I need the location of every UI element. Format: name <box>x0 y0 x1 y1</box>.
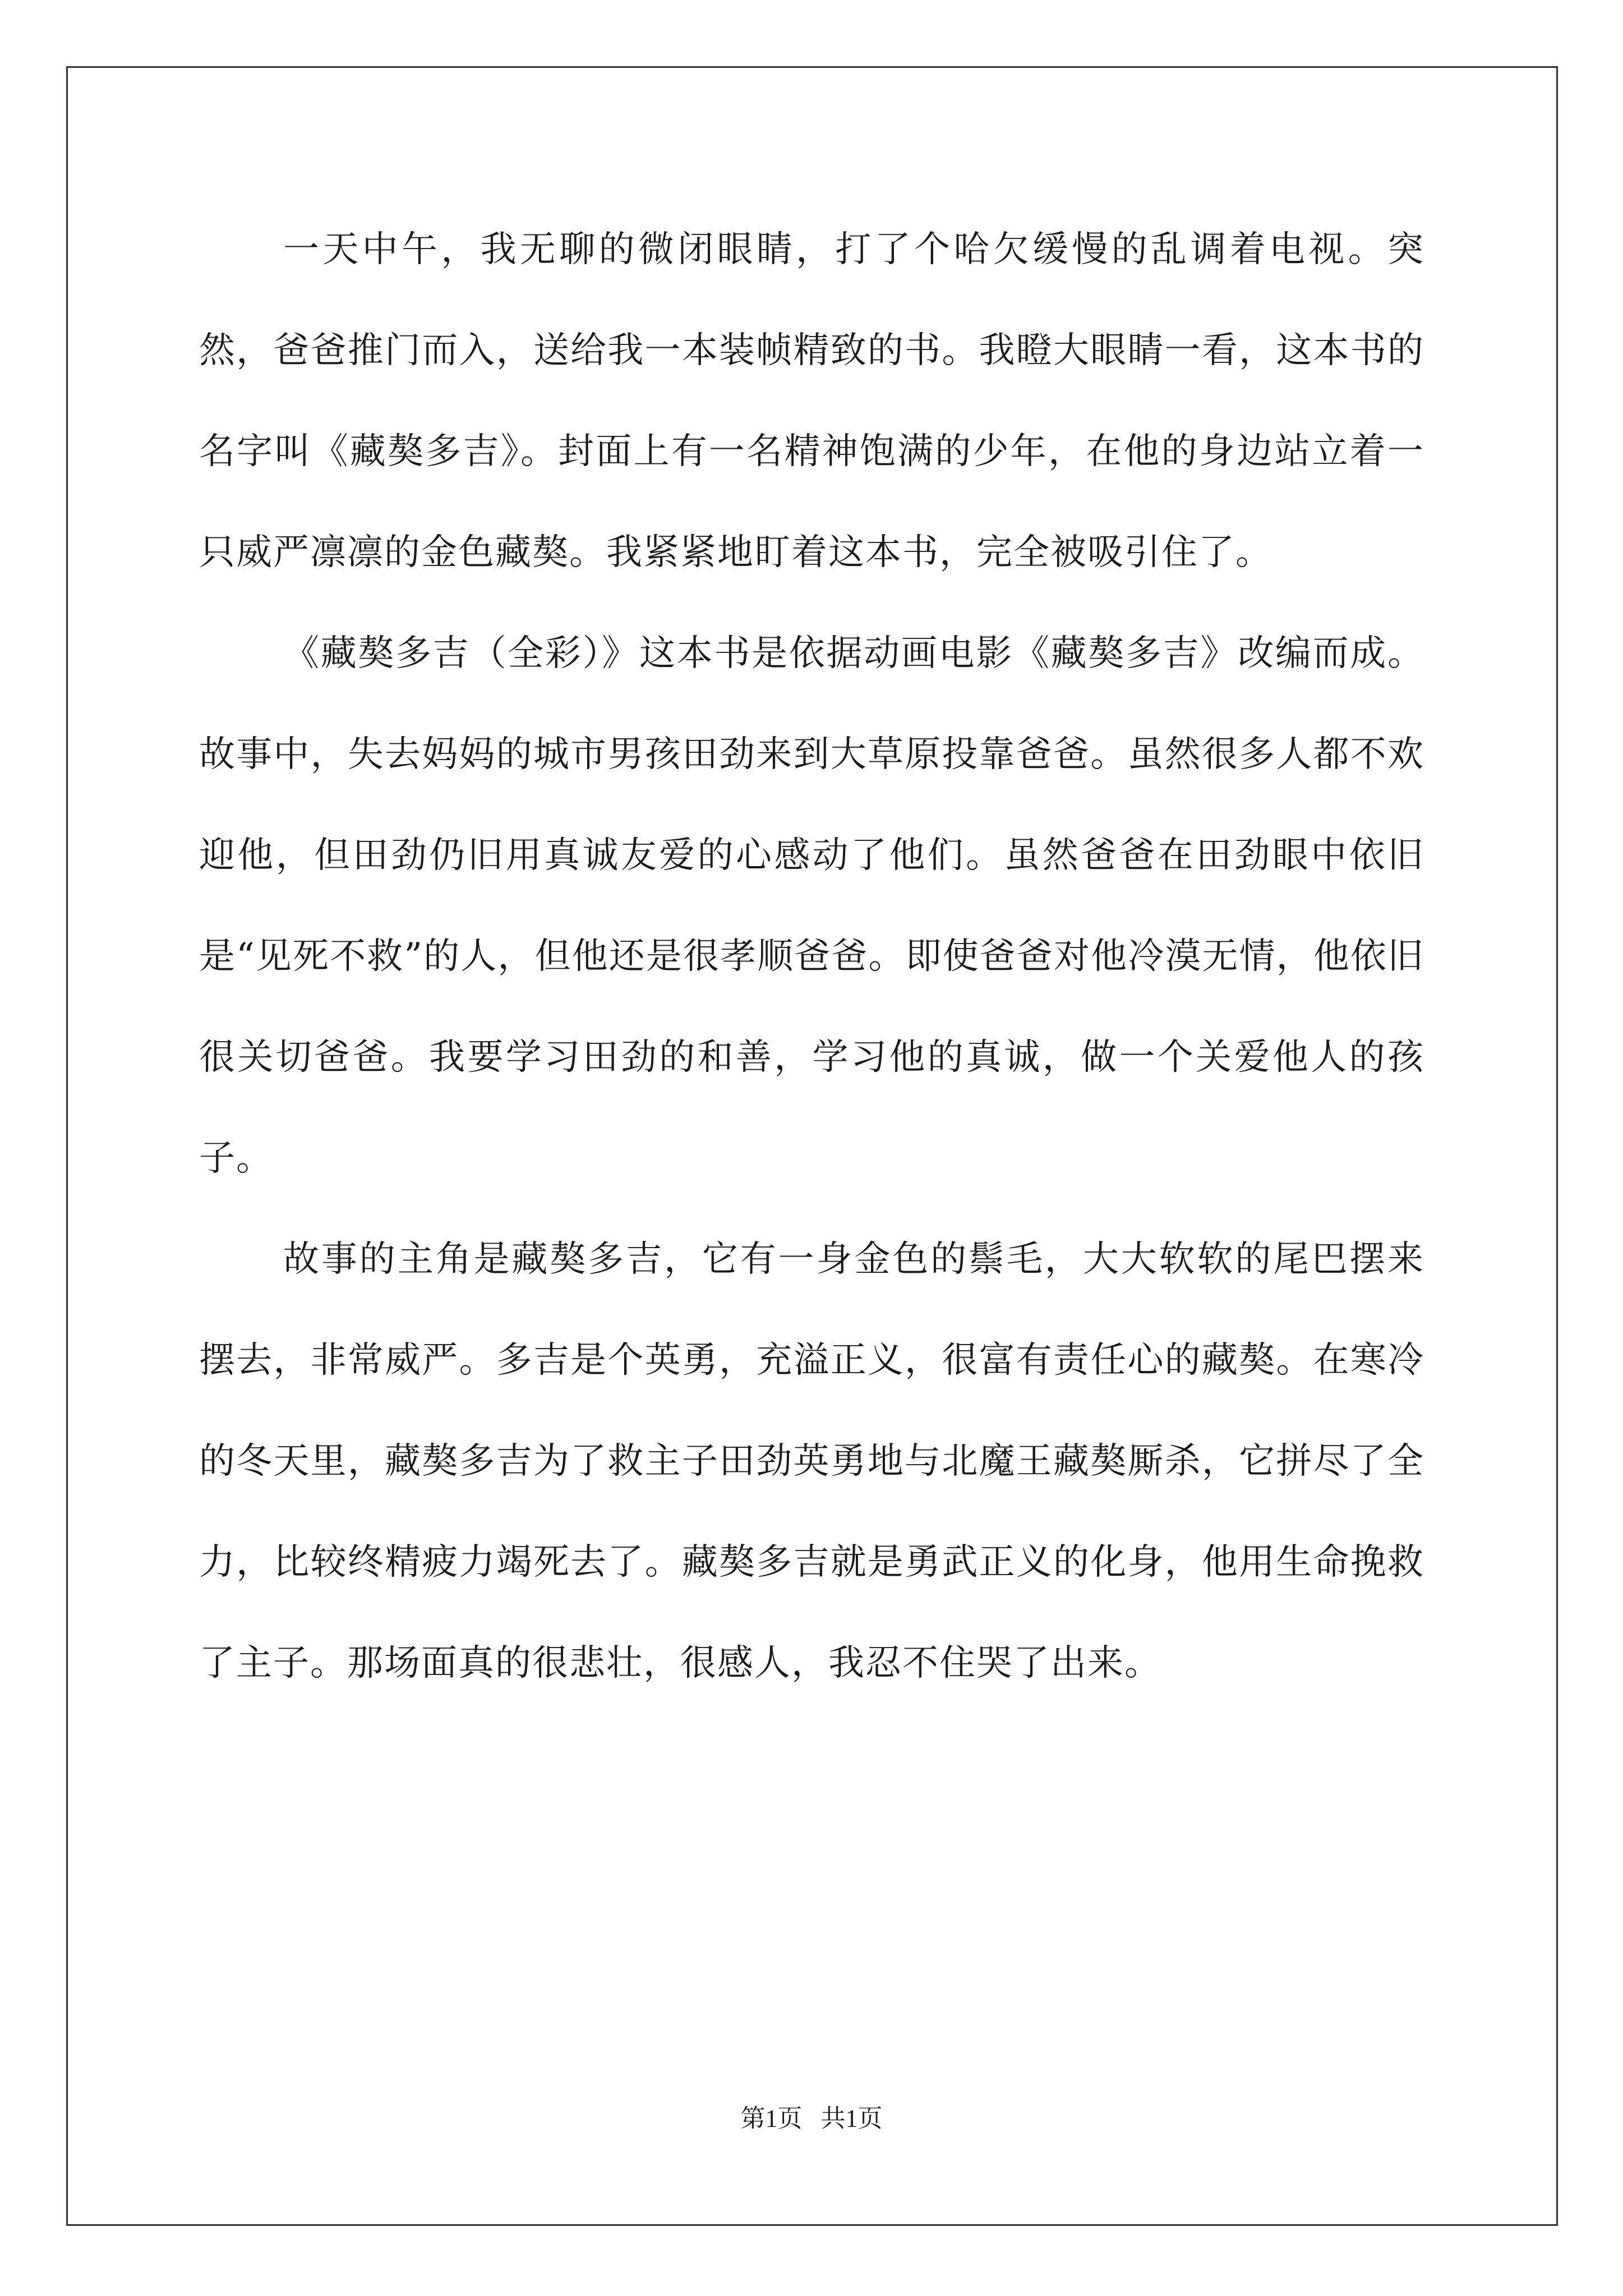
paragraph-1: 一天中午，我无聊的微闭眼睛，打了个哈欠缓慢的乱调着电视。突然，爸爸推门而入，送给我一本装帧精致的书。我瞪大眼睛一看，这本书的名字叫《藏獒多吉》。封面上有一名精神饱满的少年，在他的身边站立着一只威严凛凛的金色藏獒。我紧紧地盯着这本书，完全被吸引住了。 <box>199 229 1424 573</box>
paragraph-3: 故事的主角是藏獒多吉，它有一身金色的鬃毛，大大软软的尾巴摆来摆去，非常威严。多吉是个英勇，充溢正义，很富有责任心的藏獒。在寒冷的冬天里，藏獒多吉为了救主子田劲英勇地与北魔王藏獒厮杀，它拼尽了全力，比较终精疲力竭死去了。藏獒多吉就是勇武正义的化身，他用生命挽救了主子。那场面真的很悲壮，很感人，我忍不住哭了出来。 <box>199 1239 1424 1684</box>
page-number-footer: 第1页 共1页 <box>740 2105 883 2132</box>
paragraph-2: 《藏獒多吉（全彩）》这本书是依据动画电影《藏獒多吉》改编而成。故事中，失去妈妈的城市男孩田劲来到大草原投靠爸爸。虽然很多人都不欢迎他，但田劲仍旧用真诚友爱的心感动了他们。虽然爸爸在田劲眼中依旧是“见死不救”的人，但他还是很孝顺爸爸。即使爸爸对他冷漠无情，他依旧很关切爸爸。我要学习田劲的和善，学习他的真诚，做一个关爱他人的孩子。 <box>199 633 1424 1179</box>
document-body <box>199 199 1424 1714</box>
